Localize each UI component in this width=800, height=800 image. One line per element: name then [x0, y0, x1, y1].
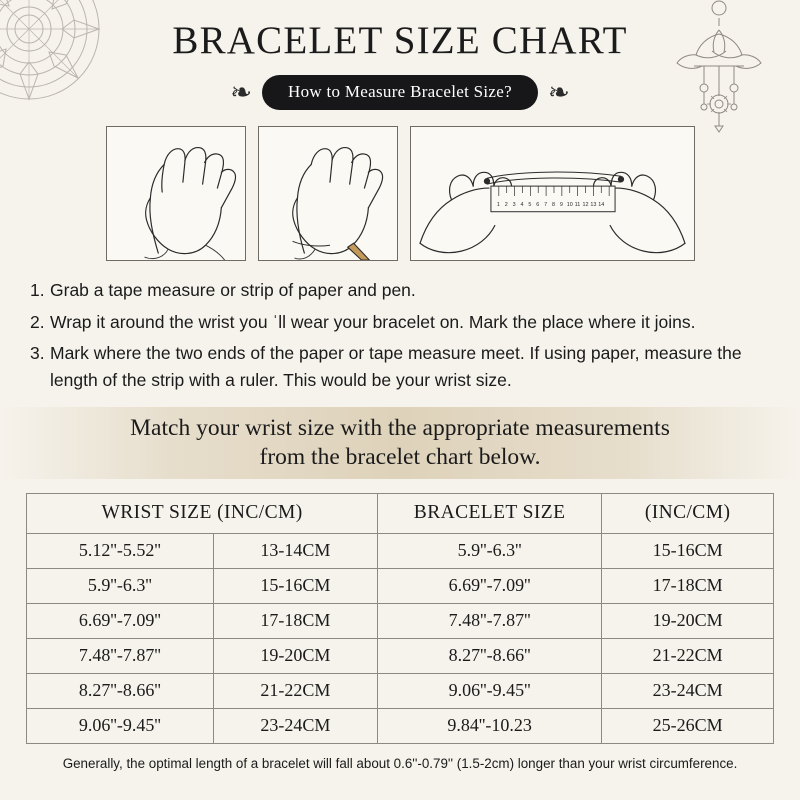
svg-text:7: 7 — [543, 201, 547, 208]
cell-wrist-inc: 6.69''-7.09'' — [27, 604, 214, 639]
cell-wrist-cm: 19-20CM — [213, 639, 377, 674]
table-row — [27, 604, 774, 639]
step-text: Grab a tape measure or strip of paper and pen. — [50, 280, 416, 300]
svg-text:10: 10 — [566, 201, 573, 208]
svg-text:4: 4 — [519, 201, 523, 208]
step-item — [30, 340, 772, 393]
cell-bracelet-cm: 23-24CM — [602, 674, 774, 709]
svg-text:14: 14 — [597, 201, 604, 208]
match-size-banner — [0, 407, 800, 479]
cell-wrist-inc: 5.12''-5.52'' — [27, 534, 214, 569]
cell-wrist-inc: 5.9''-6.3'' — [27, 569, 214, 604]
cell-wrist-inc: 7.48''-7.87'' — [27, 639, 214, 674]
cell-bracelet-inc: 9.06''-9.45'' — [378, 674, 602, 709]
cell-bracelet-inc: 9.84''-10.23 — [378, 709, 602, 744]
svg-text:8: 8 — [551, 201, 555, 208]
banner-line-1: Match your wrist size with the appropriate measurements — [130, 415, 670, 442]
size-table-wrap — [26, 493, 774, 744]
cell-bracelet-inc: 5.9''-6.3'' — [378, 534, 602, 569]
footnote-text: Generally, the optimal length of a bracelet will fall about 0.6''-0.79'' (1.5-2cm) longer than your wrist circumference. — [62, 756, 738, 772]
table-row — [27, 674, 774, 709]
step-text: Mark where the two ends of the paper or tape measure meet. If using paper, measure the length of the strip with a ruler. This would be your wrist size. — [50, 343, 742, 390]
svg-text:12: 12 — [582, 201, 589, 208]
step-item — [30, 309, 772, 336]
svg-text:13: 13 — [589, 201, 596, 208]
cell-wrist-cm: 17-18CM — [213, 604, 377, 639]
table-row — [27, 639, 774, 674]
step-item — [30, 277, 772, 304]
subtitle-row — [0, 75, 800, 110]
table-row — [27, 709, 774, 744]
cell-bracelet-inc: 7.48''-7.87'' — [378, 604, 602, 639]
cell-bracelet-cm: 19-20CM — [602, 604, 774, 639]
svg-text:9: 9 — [559, 201, 563, 208]
svg-text:11: 11 — [574, 201, 580, 208]
banner-line-2: from the bracelet chart below. — [259, 444, 541, 471]
svg-text:1: 1 — [496, 201, 500, 208]
cell-bracelet-cm: 17-18CM — [602, 569, 774, 604]
cell-bracelet-cm: 15-16CM — [602, 534, 774, 569]
step-number: 2. — [30, 311, 45, 332]
page-title: BRACELET SIZE CHART — [172, 19, 628, 62]
cell-wrist-cm: 13-14CM — [213, 534, 377, 569]
svg-text:6: 6 — [535, 201, 539, 208]
illustration-hand-with-tape-measure — [106, 126, 246, 261]
flourish-left-icon: ❧ — [230, 77, 253, 107]
table-header-bracelet-units: (INC/CM) — [602, 494, 774, 534]
cell-bracelet-cm: 25-26CM — [602, 709, 774, 744]
cell-wrist-cm: 15-16CM — [213, 569, 377, 604]
steps-list — [30, 277, 772, 393]
cell-wrist-cm: 21-22CM — [213, 674, 377, 709]
cell-wrist-inc: 8.27''-8.66'' — [27, 674, 214, 709]
svg-text:2: 2 — [504, 201, 508, 208]
table-row — [27, 569, 774, 604]
size-table — [26, 493, 774, 744]
cell-wrist-cm: 23-24CM — [213, 709, 377, 744]
svg-text:3: 3 — [512, 201, 516, 208]
step-number: 3. — [30, 343, 45, 364]
step-text: Wrap it around the wrist you ˈll wear your bracelet on. Mark the place where it joins. — [50, 311, 696, 332]
table-header-row — [27, 494, 774, 534]
step-number: 1. — [30, 280, 45, 300]
illustration-row — [0, 126, 800, 261]
how-to-measure-pill: How to Measure Bracelet Size? — [262, 75, 538, 110]
table-header-bracelet-size: BRACELET SIZE — [378, 494, 602, 534]
cell-bracelet-cm: 21-22CM — [602, 639, 774, 674]
illustration-hand-with-paper-strip — [258, 126, 398, 261]
cell-wrist-inc: 9.06''-9.45'' — [27, 709, 214, 744]
table-header-wrist-size: WRIST SIZE (INC/CM) — [27, 494, 378, 534]
flourish-right-icon: ❧ — [547, 77, 570, 107]
cell-bracelet-inc: 6.69''-7.09'' — [378, 569, 602, 604]
illustration-hands-measuring-with-ruler — [410, 126, 695, 261]
table-row — [27, 534, 774, 569]
svg-text:5: 5 — [527, 201, 531, 208]
cell-bracelet-inc: 8.27''-8.66'' — [378, 639, 602, 674]
